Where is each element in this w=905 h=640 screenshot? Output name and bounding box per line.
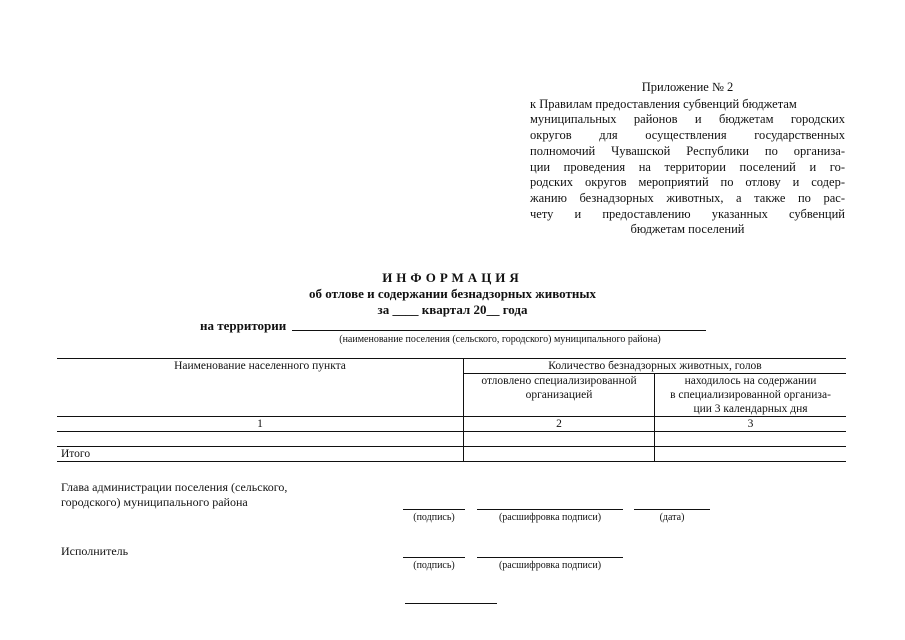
- total-label: Итого: [57, 447, 464, 462]
- col-number: 2: [464, 417, 655, 432]
- table-number-row: [57, 417, 846, 432]
- executor-sign-hint: (подпись): [413, 560, 455, 571]
- appendix-last-line: бюджетам поселений: [630, 222, 745, 237]
- head-date-hint: (дата): [659, 512, 685, 523]
- appendix-line: полномочий Чувашской Республики по организа-: [530, 143, 845, 158]
- col-kept-header-line: находилось на содержании: [684, 375, 817, 387]
- head-label-line: городского) муниципального района: [61, 495, 248, 509]
- table-cell[interactable]: [464, 447, 655, 462]
- territory-hint: (наименование поселения (сельского, городского) муниципального района): [339, 334, 661, 345]
- executor-sign-line[interactable]: [403, 557, 465, 558]
- executor-decode-hint: (расшифровка подписи): [498, 560, 602, 571]
- appendix-line: жанию безнадзорных животных, а также по рас-: [530, 190, 845, 205]
- col-number: 3: [655, 417, 847, 432]
- head-sign-hint: (подпись): [413, 512, 455, 523]
- col-kept-header: [655, 374, 847, 417]
- table-header-row: [57, 359, 846, 374]
- report-table: [57, 358, 846, 462]
- table-row: [57, 432, 846, 447]
- appendix-line: родских округов мероприятий по отлову и содер-: [530, 175, 845, 190]
- table-cell[interactable]: [655, 432, 847, 447]
- head-decode-line[interactable]: [477, 509, 623, 510]
- col-kept-header-line: ции 3 календарных дня: [693, 403, 808, 415]
- group-animals-header: Количество безнадзорных животных, голов: [464, 359, 847, 374]
- appendix-line: к Правилам предоставления субвенций бюджетам: [530, 96, 797, 111]
- col-caught-header: отловлено специализированной организацией: [464, 374, 655, 417]
- closing-separator: [405, 603, 497, 604]
- head-signature-label: [61, 480, 287, 510]
- territory-input-line[interactable]: [292, 330, 706, 331]
- table-total-row: [57, 447, 846, 462]
- col-kept-header-line: в специализированной организа-: [670, 389, 831, 401]
- head-sign-line[interactable]: [403, 509, 465, 510]
- head-label-line: Глава администрации поселения (сельского,: [61, 480, 288, 494]
- appendix-title: Приложение № 2: [641, 80, 734, 94]
- report-period: за ____ квартал 20__ года: [377, 302, 528, 317]
- col-settlement-header: Наименование населенного пункта: [57, 359, 464, 417]
- appendix-line: муниципальных районов и бюджетам городских: [530, 112, 845, 127]
- document-subtitle: об отлове и содержании безнадзорных животных: [308, 286, 597, 301]
- territory-label: на территории: [200, 318, 287, 333]
- table-cell[interactable]: [464, 432, 655, 447]
- head-decode-hint: (расшифровка подписи): [498, 512, 602, 523]
- appendix-line: ции проведения на территории поселений и го-: [530, 159, 845, 174]
- executor-label: Исполнитель: [61, 544, 129, 558]
- appendix-line: чету и предоставлению указанных субвенций: [530, 206, 845, 221]
- col-number: 1: [57, 417, 464, 432]
- head-date-line[interactable]: [634, 509, 710, 510]
- executor-decode-line[interactable]: [477, 557, 623, 558]
- table-cell[interactable]: [57, 432, 464, 447]
- appendix-block: [530, 80, 845, 238]
- document-title: ИНФОРМАЦИЯ: [382, 270, 523, 285]
- table-cell[interactable]: [655, 447, 847, 462]
- appendix-line: округов для осуществления государственных: [530, 128, 845, 143]
